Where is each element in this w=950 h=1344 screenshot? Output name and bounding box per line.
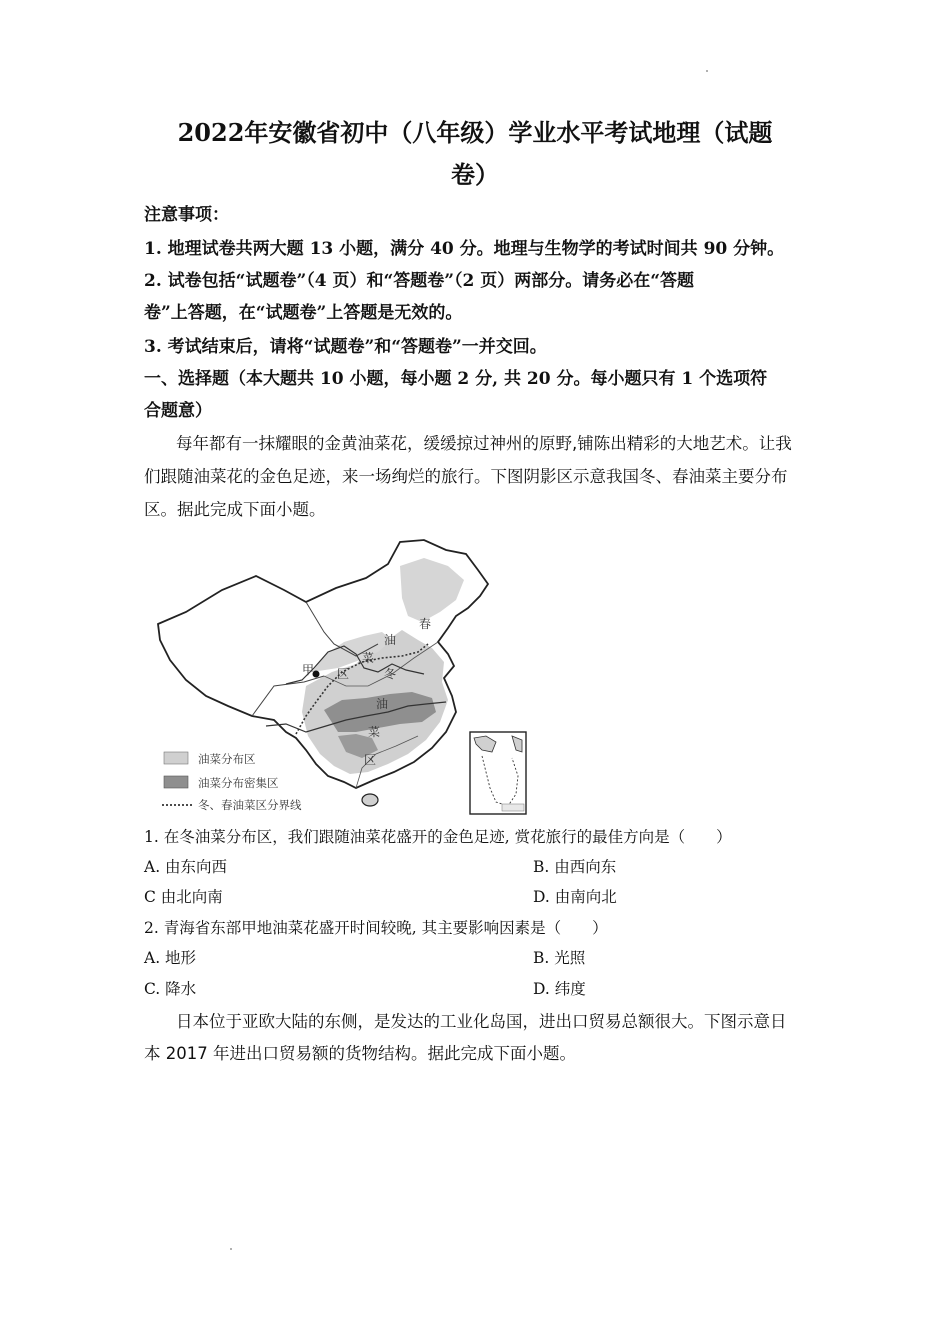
legend-label-distribution: 油菜分布区 [198, 752, 256, 766]
scan-speck [706, 70, 708, 72]
map-svg [156, 536, 530, 816]
notice-heading: 注意事项： [144, 205, 229, 225]
passage2-line2: 本 2017 年进出口贸易额的货物结构。据此完成下面小题。 [144, 1044, 576, 1063]
q1-option-b: B. 由西向东 [533, 858, 617, 876]
question-1-stem: 1. 在冬油菜分布区，我们跟随油菜花盛开的金色足迹, 赏花旅行的最佳方向是（ ） [144, 828, 732, 846]
q2-option-a: A. 地形 [144, 949, 197, 967]
label-qu-2: 区 [364, 753, 377, 767]
china-rapeseed-map [156, 536, 530, 816]
legend-swatch-dense [164, 776, 188, 788]
q1-option-a: A. 由东向西 [144, 858, 228, 876]
q1-option-d: D. 由南向北 [533, 888, 617, 906]
label-you-1: 油 [384, 633, 397, 647]
notice-item-2a: 2. 试卷包括“试题卷”（4 页）和“答题卷”（2 页）两部分。请务必在“答题 [144, 271, 695, 291]
label-you-2: 油 [376, 697, 389, 711]
passage1-line3: 区。据此完成下面小题。 [144, 500, 326, 519]
legend-label-boundary: 冬、春油菜区分界线 [198, 798, 302, 812]
inset-caption-box [502, 804, 524, 811]
passage1-line2: 们跟随油菜花的金色足迹，来一场绚烂的旅行。下图阴影区示意我国冬、春油菜主要分布 [144, 467, 788, 486]
scan-speck [230, 1248, 232, 1250]
q1-option-c: C 由北向南 [144, 888, 223, 906]
label-spring: 春 [419, 617, 432, 631]
label-qu-1: 区 [337, 667, 350, 681]
question-2-stem: 2. 青海省东部甲地油菜花盛开时间较晚, 其主要影响因素是（ ） [144, 919, 608, 937]
exam-title-line2: 卷） [451, 160, 499, 189]
passage2-line1: 日本位于亚欧大陆的东侧，是发达的工业化岛国，进出口贸易总额很大。下图示意日 [176, 1012, 787, 1031]
hainan-island [362, 794, 378, 806]
label-cai-1: 菜 [362, 651, 375, 665]
notice-item-3: 3. 考试结束后，请将“试题卷”和“答题卷”一并交回。 [144, 337, 547, 357]
section-heading-b: 合题意） [144, 401, 212, 421]
section-heading-a: 一、选择题（本大题共 10 小题，每小题 2 分, 共 20 分。每小题只有 1 个选项符 [144, 369, 768, 389]
legend-swatch-light [164, 752, 188, 764]
exam-title-line1: 2022年安徽省初中（八年级）学业水平考试地理（试题 [177, 118, 773, 147]
passage1-line1: 每年都有一抹耀眼的金黄油菜花，缓缓掠过神州的原野,铺陈出精彩的大地艺术。让我 [176, 434, 792, 453]
q2-option-d: D. 纬度 [533, 980, 586, 998]
legend-label-dense: 油菜分布密集区 [198, 776, 279, 790]
q2-option-b: B. 光照 [533, 949, 586, 967]
notice-item-2b: 卷”上答题，在“试题卷”上答题是无效的。 [144, 303, 463, 323]
label-winter: 冬 [384, 667, 397, 681]
label-jia: 甲 [302, 663, 315, 677]
notice-item-1: 1. 地理试卷共两大题 13 小题，满分 40 分。地理与生物学的考试时间共 90 分钟。 [144, 239, 785, 259]
label-cai-2: 菜 [368, 725, 381, 739]
q2-option-c: C. 降水 [144, 980, 197, 998]
